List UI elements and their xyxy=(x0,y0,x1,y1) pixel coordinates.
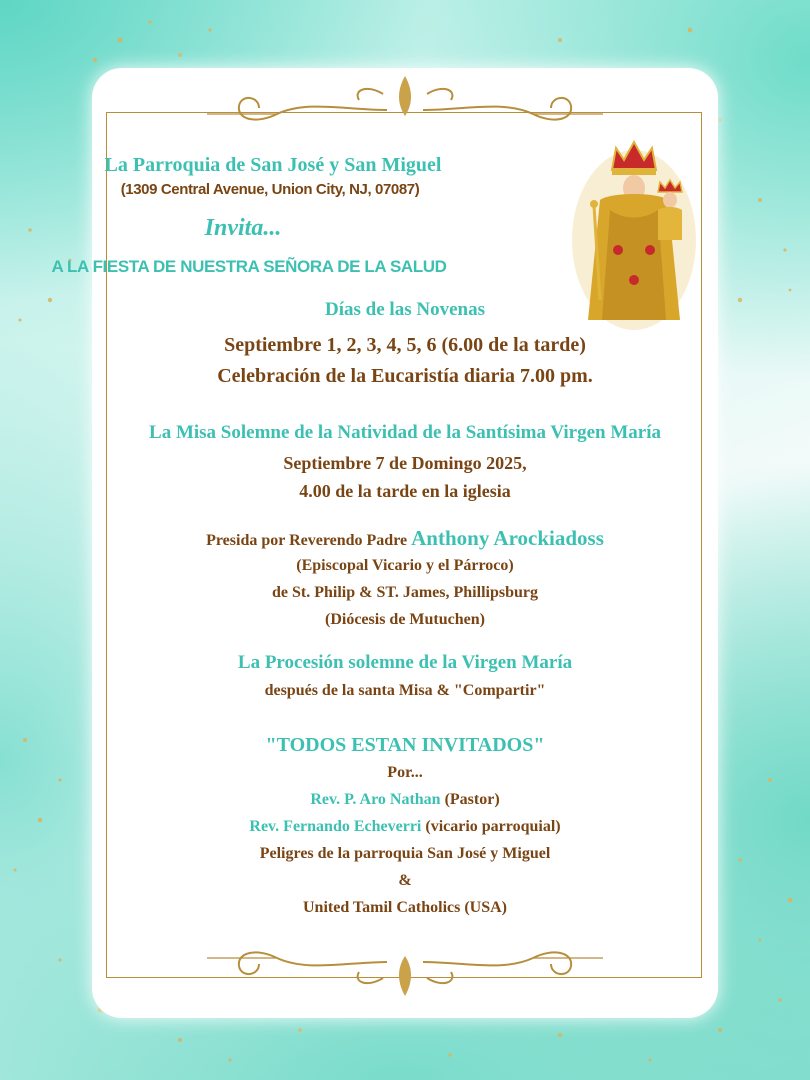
gold-flourish-top-icon xyxy=(187,70,623,134)
ampersand: & xyxy=(398,872,412,889)
presided-line xyxy=(92,528,718,549)
procession-heading: La Procesión solemne de la Virgen María xyxy=(237,652,573,673)
invites-text: Invita... xyxy=(204,215,282,241)
presider-name: Anthony Arockiadoss xyxy=(411,526,604,550)
presided-prefix: Presida por Reverendo Padre xyxy=(206,532,408,549)
novena-heading: Días de las Novenas xyxy=(325,299,485,320)
parish-name: La Parroquia de San José y San Miguel xyxy=(104,154,442,176)
presider-role: (Episcopal Vicario y el Párroco) xyxy=(296,557,514,574)
host-1 xyxy=(92,792,718,808)
by-text: Por... xyxy=(387,764,423,781)
procession-note: después de la santa Misa & "Compartir" xyxy=(264,682,546,699)
feast-title: A LA FIESTA DE NUESTRA SEÑORA DE LA SALUD xyxy=(51,257,447,276)
host-1-name: Rev. P. Aro Nathan xyxy=(310,791,441,808)
host-2 xyxy=(92,819,718,835)
parish-address: (1309 Central Avenue, Union City, NJ, 07087) xyxy=(120,181,420,198)
presider-parish: de St. Philip & ST. James, Phillipsburg xyxy=(272,584,538,601)
novena-mass: Celebración de la Eucaristía diaria 7.00 pm. xyxy=(217,365,593,387)
presider-diocese: (Diócesis de Mutuchen) xyxy=(325,611,485,628)
host-2-name: Rev. Fernando Echeverri xyxy=(249,818,422,835)
host-4: United Tamil Catholics (USA) xyxy=(302,899,508,916)
gold-flourish-bottom-icon xyxy=(187,938,623,1002)
solemn-mass-time: 4.00 de la tarde en la iglesia xyxy=(299,481,511,501)
solemn-mass-date: Septiembre 7 de Domingo 2025, xyxy=(283,453,527,473)
host-1-role: (Pastor) xyxy=(444,791,500,808)
host-2-role: (vicario parroquial) xyxy=(425,818,561,835)
host-3: Peligres de la parroquia San José y Miguel xyxy=(259,845,551,862)
novena-dates: Septiembre 1, 2, 3, 4, 5, 6 (6.00 de la tarde) xyxy=(224,334,586,356)
solemn-mass-heading: La Misa Solemne de la Natividad de la Santísima Virgen María xyxy=(149,422,661,443)
all-invited: "TODOS ESTAN INVITADOS" xyxy=(265,734,545,756)
